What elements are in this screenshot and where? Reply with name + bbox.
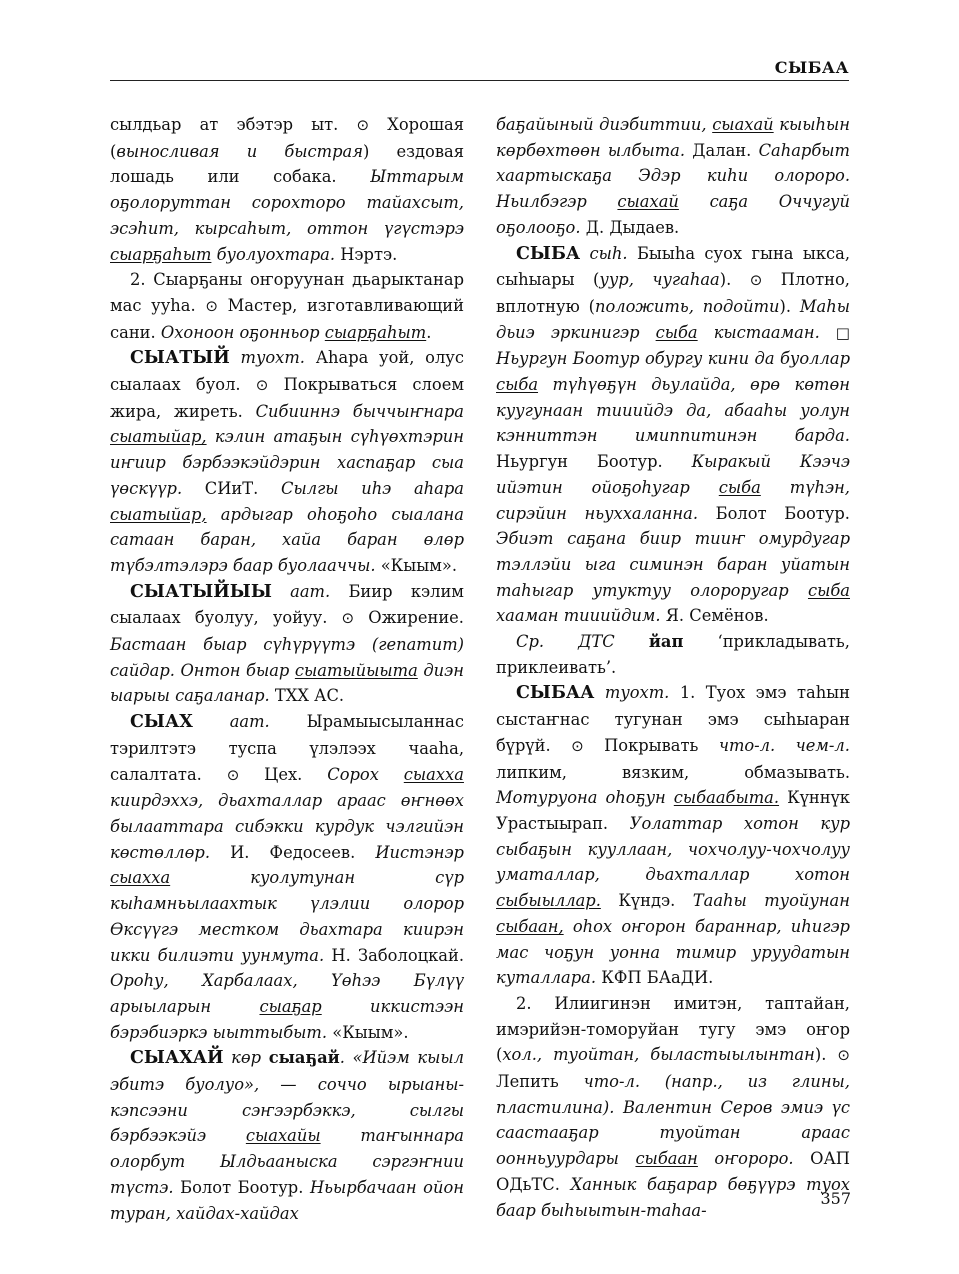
- entry-syatyi: СЫАТЫЙ туохт. Аһара уой, олус сыалаах буол. ⊙ Покрываться слоем жира, жиреть. Сибииннэ быччыҥнара сыатыйар, кэлин атаҕын сүһүөхтэрин иҥиир бэрбээкэйдэрин хаспаҕар сыа үөскүүр. СИиТ. Сылгы иһэ аһара сыатыйар, ардыгар оһоҕоһо сыалана сатаан баран, хайа баран өлөр түбэлтэлэрэ баар буолааччы. «Кыым».: [110, 348, 464, 575]
- entry-sybaa: СЫБАА туохт. 1. Туох эмэ таһын сыстаҥнас тугунан эмэ сыһыаран бүрүй. ⊙ Покрывать что-л. чем-л. липким, вязким, обмазывать. Мотуруона оһоҕун сыбаабыта. Күннүк Урастыырап. Уолаттар хотон кур сыбаҕын кууллаан, чохчолуу-чохчолуу уматаллар, дьахталлар хотон сыбыыллар. Күндэ. Тааһы туойунан сыбаан, оһох оҥорон бараннар, иһигэр мас чоҕун уонна тимир уруудатын куталлара. КФП БАаДИ.: [496, 683, 850, 988]
- folklore-mark-icon: □: [835, 323, 850, 342]
- part-of-speech: аат.: [229, 712, 270, 732]
- translation-mark-icon: ⊙: [205, 296, 218, 315]
- part-of-speech: туохт.: [240, 348, 305, 368]
- translation-mark-icon: ⊙: [341, 609, 355, 628]
- entry-headword: СЫАТЫЙ: [130, 348, 230, 369]
- example-headword: сыарҕаһыт: [110, 244, 212, 264]
- example-headword: сыарҕаһыт: [324, 322, 427, 342]
- citation-source: «Кыым».: [332, 1022, 409, 1042]
- sense-paragraph: 2. Илиигинэн имитэн, таптайан, имэрийэн-томоруйан тугу эмэ оҥор (хол., туойтан, быластыылынтан). ⊙ Лепить что-л. (напр., из глины, пластилина). Валентин Серов эмиэ үс саастааҕар туойтан араас оонньуурдары сыбаан оҥороро. ОАП ОДьТС. Ханнык баҕарар бөҕүүрэ туох баар быһыытын-таһаа-: [496, 993, 850, 1220]
- translation-mark-icon: ⊙: [749, 271, 763, 290]
- citation-source: «Кыым».: [380, 555, 457, 575]
- entry-headword: СЫАХ: [130, 712, 193, 733]
- citation-source: Күндэ.: [618, 891, 676, 911]
- entry-headword: СЫАХАЙ: [130, 1048, 224, 1069]
- part-of-speech: туохт.: [604, 683, 670, 703]
- translation-mark-icon: ⊙: [571, 736, 584, 755]
- citation-source: ТХХ АС.: [274, 686, 345, 706]
- cross-reference: сыаҕай: [268, 1048, 340, 1068]
- citation-source: Нэртэ.: [340, 244, 398, 264]
- citation-source: Н. Заболоцкай.: [331, 945, 464, 965]
- entry-paragraph: сылдьар ат эбэтэр ыт. ⊙ Хорошая (выносливая и быстрая) ездовая лошадь или собака. Ыттарым оҕолоруттан сорохторо тайахсыт, эсэһит, кырсаһыт, оттон үгүстэрэ сыарҕаһыт буолуохтара. Нэртэ.: [110, 115, 465, 264]
- entry-syatyiyy: СЫАТЫЙЫЫ аат. Биир кэлим сыалаах буолуу, уойуу. ⊙ Ожирение. Бастаан быар сүһүрүүтэ (гепатит) сайдар. Онтон быар сыатыйыыта диэн ыарыы саҕаланар. ТХХ АС.: [110, 581, 464, 706]
- comparison-note: Ср. ДТС йап ‘прикладывать, приклеивать’.: [496, 632, 850, 677]
- part-of-speech: сыһ.: [589, 243, 628, 263]
- citation-source: Болот Боотур.: [180, 1177, 304, 1197]
- entry-continuation: баҕайыный диэбиттии, сыахай кыыһын көрбөхтөөн ылбыта. Далан. Саһарбыт хаартыскаҕа Эдэр киһи олороро. Ньилбэгэр сыахай саҕа Оччугуй оҕолооҕо. Д. Дыдаев.: [496, 115, 850, 237]
- citation-source: Я. Семёнов.: [665, 606, 769, 626]
- part-of-speech: аат.: [290, 581, 331, 601]
- page-number: 357: [820, 1189, 851, 1208]
- entry-syakhai: СЫАХАЙ көр сыаҕай. «Ийэм кыыл эбитэ буолуо», — соччо ырыаны-кэпсээни сэҥээрбэккэ, сылгы бэрбээкэйэ сыахайы таҥыннара олорбут Ылдьааныска сэргэҥнии түстэ. Болот Боотур. Ньырбачаан ойон туран, хайдах-хайдах: [110, 1048, 464, 1223]
- entry-headword: СЫБАА: [516, 683, 595, 704]
- entry-headword: СЫБА: [516, 243, 581, 264]
- citation-source: Күннүк Урастыырап.: [496, 788, 850, 833]
- right-column: [496, 112, 850, 1223]
- citation-source: Д. Дыдаев.: [585, 217, 680, 237]
- translation-mark-icon: ⊙: [356, 116, 370, 134]
- translation-mark-icon: ⊙: [255, 376, 269, 395]
- sense-paragraph: 2. Сыарҕаны оҥоруунан дьарыктанар мас ууһа. ⊙ Мастер, изготавливающий сани. Охоноон оҕонньор сыарҕаһыт.: [110, 270, 464, 342]
- header-rule: [110, 80, 849, 81]
- citation-source: КФП БАаДИ.: [601, 968, 714, 988]
- citation-source: ОАП ОДьТС.: [496, 1149, 850, 1194]
- citation-source: Ньургун Боотур.: [496, 452, 663, 472]
- entry-headword: СЫАТЫЙЫЫ: [130, 581, 272, 602]
- left-column: [110, 112, 464, 1226]
- citation-source: Далан.: [692, 140, 752, 160]
- citation-source: И. Федосеев.: [230, 842, 356, 862]
- entry-syba: СЫБА сыһ. Быыһа суох гына ыкса, сыһыары (уур, чугаһаа). ⊙ Плотно, вплотную (положить, подойти). Маһы дьиэ эркинигэр сыба кыстааман. □ Ньургун Боотур обургу кини да буоллар сыба түһүөҕүн дьулайда, өрө көтөн куугунаан тииийдэ да, абааһы уолун кэнниттэн имиппитинэн барда. Ньургун Боотур. Кыракый Кээчэ ийэтин ойоҕоһугар сыба түһэн, сирэйин ньуххаланна. Болот Боотур. Эбиэт саҕана биир тииҥ омурдугар тэллэйи ыга симинэн баран уйатын таһыгар утуктуу олороругар сыба хааман тииийдим. Я. Семёнов.: [496, 243, 850, 626]
- running-headword: СЫБАА: [774, 58, 849, 77]
- translation-mark-icon: ⊙: [837, 1046, 850, 1065]
- citation-source: СИиТ.: [204, 478, 259, 498]
- citation-source: Болот Боотур.: [715, 503, 850, 523]
- entry-syakh: СЫАХ аат. Ырамыысыланнас тэрилтэтэ туспа үлэлээх чааһа, салалтата. ⊙ Цех. Сорох сыаххa киирдэххэ, дьахталлар араас өҥнөөх былааттара сибэкки курдук чэлгийэн көстөллөр. И. Федосеев. Иистэнэр сыаххa куолутунан сүр кыһамньылаахтык үлэлии олорор Өксүүгэ местком дьахтара киирэн икки билиэти уунмута. Н. Заболоцкай. Ороһу, Харбалаах, Үөһээ Бүлүү арыыларын сыаҕар иккистээн бэрэбиэркэ ыыттыбыт. «Кыым».: [110, 712, 464, 1042]
- translation-mark-icon: ⊙: [226, 765, 240, 784]
